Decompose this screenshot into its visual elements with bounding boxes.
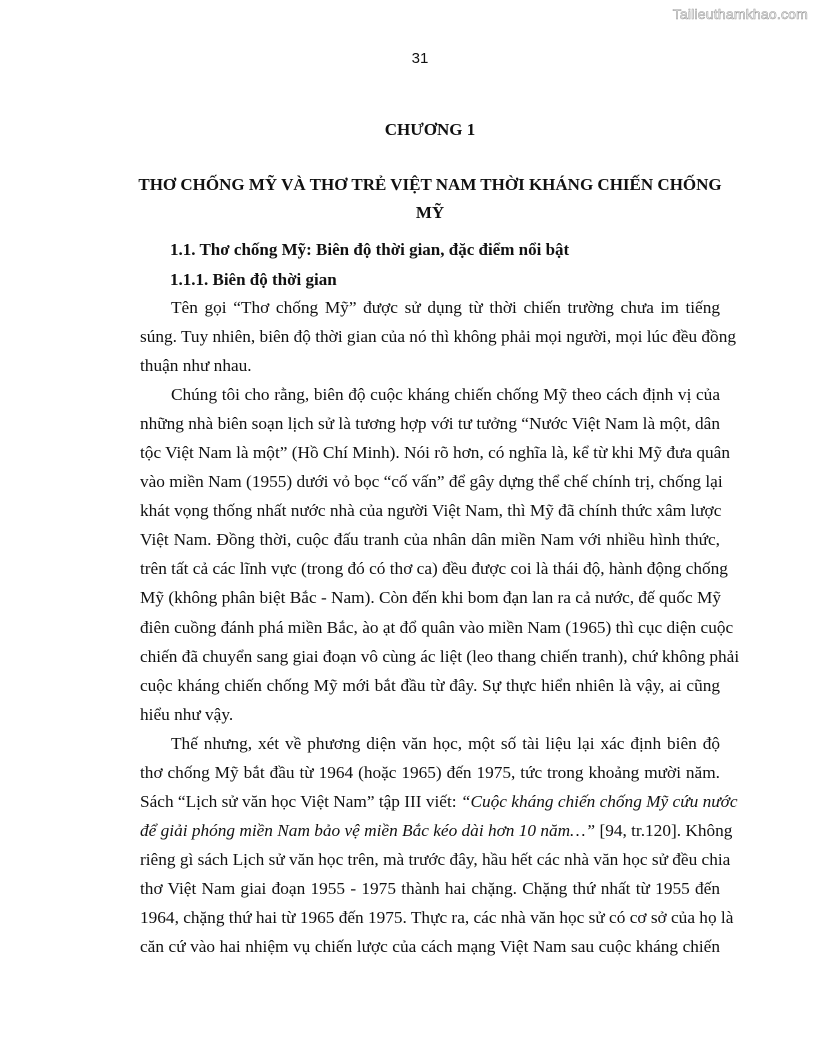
quote-text: để giải phóng miền Nam bảo vệ miền Bắc kéo dài hơn 10 năm…” <box>140 820 596 840</box>
text-segment: điên cuồng đánh phá miền Bắc, ào ạt đổ quân vào miền Nam (1965) thì cục diện cuộc <box>140 617 734 637</box>
text-segment: Việt Nam. Đồng thời, cuộc đấu tranh của nhân dân miền Nam với nhiều hình thức, <box>140 530 720 550</box>
text-segment: [94, tr.120]. Không <box>595 820 733 840</box>
text-line <box>140 467 723 496</box>
text-segment: Thế nhưng, xét về phương diện văn học, một số tài liệu lại xác định biên độ <box>171 733 720 753</box>
section-heading: 1.1. Thơ chống Mỹ: Biên độ thời gian, đặc điểm nổi bật <box>170 240 570 259</box>
chapter-title-line: THƠ CHỐNG MỸ VÀ THƠ TRẺ VIỆT NAM THỜI KHÁNG CHIẾN CHỐNG <box>138 175 722 194</box>
text-line <box>140 729 720 758</box>
text-segment: Tên gọi “Thơ chống Mỹ” được sử dụng từ thời chiến trường chưa im tiếng <box>171 298 720 317</box>
text-segment: Mỹ (không phân biệt Bắc - Nam). Còn đến khi bom đạn lan ra cả nước, đế quốc Mỹ <box>140 588 721 608</box>
text-segment: 1964, chặng thứ hai từ 1965 đến 1975. Thực ra, các nhà văn học sử có cơ sở của họ là <box>140 907 734 927</box>
text-segment: căn cứ vào hai nhiệm vụ chiến lược của cách mạng Việt Nam sau cuộc kháng chiến <box>140 937 720 957</box>
text-line <box>140 903 734 932</box>
text-line <box>140 583 720 612</box>
quote-text: “Cuộc kháng chiến chống Mỹ cứu nước <box>460 791 738 811</box>
watermark: Tailieuthamkhao.com <box>672 6 808 22</box>
text-segment: cuộc kháng chiến chống Mỹ mới bắt đầu từ đây. Sự thực hiển nhiên là vậy, ai cũng <box>140 675 720 695</box>
text-line <box>140 816 733 845</box>
text-line <box>140 642 740 671</box>
text-segment: những nhà biên soạn lịch sử là tương hợp với tư tưởng “Nước Việt Nam là một, dân <box>140 414 720 434</box>
chapter-heading: CHƯƠNG 1 <box>384 120 476 139</box>
text-line <box>140 758 720 787</box>
text-segment: khát vọng thống nhất nước nhà của người Việt Nam, thì Mỹ đã chính thức xâm lược <box>140 501 722 521</box>
text-line <box>140 322 736 351</box>
text-segment: vào miền Nam (1955) dưới vỏ bọc “cố vấn” để gây dựng thể chế chính trị, chống lại <box>140 472 723 492</box>
text-segment: chiến đã chuyển sang giai đoạn vô cùng ác liệt (leo thang chiến tranh), chứ không phải <box>140 646 740 666</box>
text-line <box>140 554 728 583</box>
subsection-heading: 1.1.1. Biên độ thời gian <box>170 270 337 289</box>
text-line <box>140 613 734 642</box>
text-line <box>140 787 738 816</box>
chapter-title-line: MỸ <box>415 203 445 222</box>
text-segment: trên tất cả các lĩnh vực (trong đó có thơ ca) đều được coi là thái độ, hành động chống <box>140 559 728 579</box>
chapter-title <box>120 171 740 227</box>
page-number: 31 <box>411 50 429 67</box>
text-line <box>140 874 720 903</box>
text-line <box>140 438 730 467</box>
text-segment: Chúng tôi cho rằng, biên độ cuộc kháng chiến chống Mỹ theo cách định vị của <box>171 385 720 405</box>
text-segment: thơ chống Mỹ bắt đầu từ 1964 (hoặc 1965) đến 1975, tức trong khoảng mười năm. <box>140 762 720 782</box>
text-line <box>140 700 720 729</box>
text-segment: riêng gì sách Lịch sử văn học trên, mà trước đây, hầu hết các nhà văn học sử đều chia <box>140 849 731 869</box>
text-segment: Sách “Lịch sử văn học Việt Nam” tập III viết: <box>140 791 461 811</box>
text-line <box>140 380 720 409</box>
text-line <box>140 525 720 554</box>
text-line <box>140 351 720 380</box>
body-text <box>140 293 740 961</box>
text-line <box>140 845 731 874</box>
text-line <box>140 409 720 438</box>
text-segment: thơ Việt Nam giai đoạn 1955 - 1975 thành hai chặng. Chặng thứ nhất từ 1955 đến <box>140 878 720 898</box>
text-line <box>140 932 720 961</box>
text-line <box>140 671 720 700</box>
text-segment: hiểu như vậy. <box>140 704 234 724</box>
text-segment: tộc Việt Nam là một” (Hồ Chí Minh). Nói rõ hơn, có nghĩa là, kể từ khi Mỹ đưa quân <box>140 443 730 463</box>
text-line <box>140 496 720 525</box>
text-line <box>140 293 720 322</box>
text-segment: súng. Tuy nhiên, biên độ thời gian của nó thì không phải mọi người, mọi lúc đều đồng <box>140 327 736 347</box>
text-segment: thuận như nhau. <box>140 356 252 376</box>
